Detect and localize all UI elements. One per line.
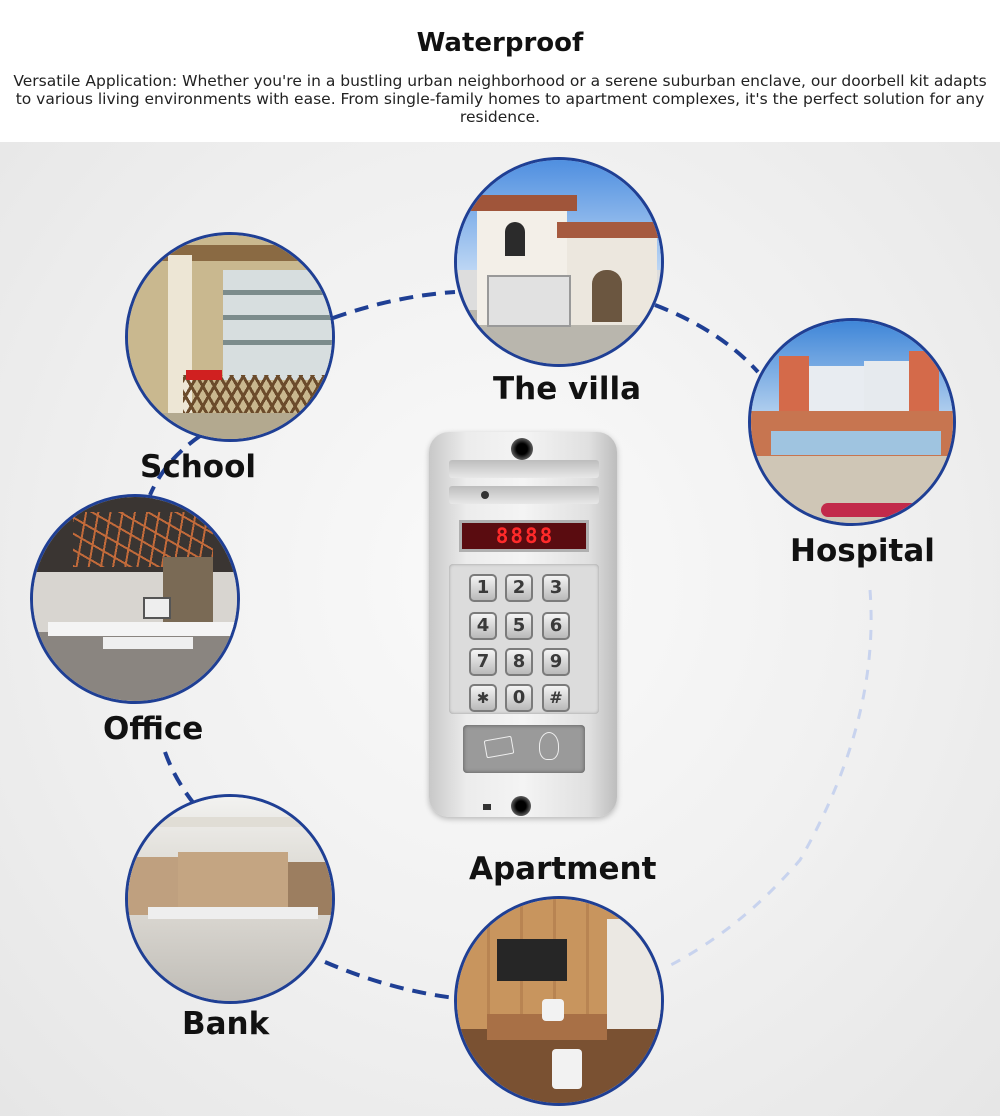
school-label: School <box>140 449 256 485</box>
villa-photo <box>454 157 664 367</box>
display-readout: 8888 <box>495 524 555 548</box>
apartment-label: Apartment <box>469 851 657 887</box>
key-3[interactable]: 3 <box>542 574 570 602</box>
camera-lens-top <box>511 438 533 460</box>
school-photo <box>125 232 335 442</box>
key-9[interactable]: 9 <box>542 648 570 676</box>
office-label: Office <box>103 711 204 747</box>
bank-photo <box>125 794 335 1004</box>
page-description: Versatile Application: Whether you're in a bustling urban neighborhood or a serene suburban enclave, our doorbell kit adapts to various living environments with ease. From single-family homes to apartment complexes, it's the perfect solution for any residence. <box>13 72 987 126</box>
key-8[interactable]: 8 <box>505 648 533 676</box>
key-5[interactable]: 5 <box>505 612 533 640</box>
intercom-door-station <box>429 432 617 817</box>
key-star[interactable]: ✱ <box>469 684 497 712</box>
card-reader-pad[interactable] <box>463 725 585 773</box>
indicator-led <box>483 804 491 810</box>
hospital-photo <box>748 318 956 526</box>
key-1[interactable]: 1 <box>469 574 497 602</box>
mic-slot <box>449 486 599 504</box>
office-photo <box>30 494 240 704</box>
key-4[interactable]: 4 <box>469 612 497 640</box>
page-title: Waterproof <box>416 28 584 58</box>
apartment-photo <box>454 896 664 1106</box>
key-fob-icon <box>539 732 559 760</box>
key-hash[interactable]: # <box>542 684 570 712</box>
hospital-label: Hospital <box>790 533 935 569</box>
speaker-slot <box>449 460 599 478</box>
bank-label: Bank <box>182 1006 270 1042</box>
key-6[interactable]: 6 <box>542 612 570 640</box>
key-7[interactable]: 7 <box>469 648 497 676</box>
key-0[interactable]: 0 <box>505 684 533 712</box>
key-2[interactable]: 2 <box>505 574 533 602</box>
mic-icon <box>481 491 489 499</box>
camera-lens-bottom <box>511 796 531 816</box>
villa-label: The villa <box>493 371 642 407</box>
